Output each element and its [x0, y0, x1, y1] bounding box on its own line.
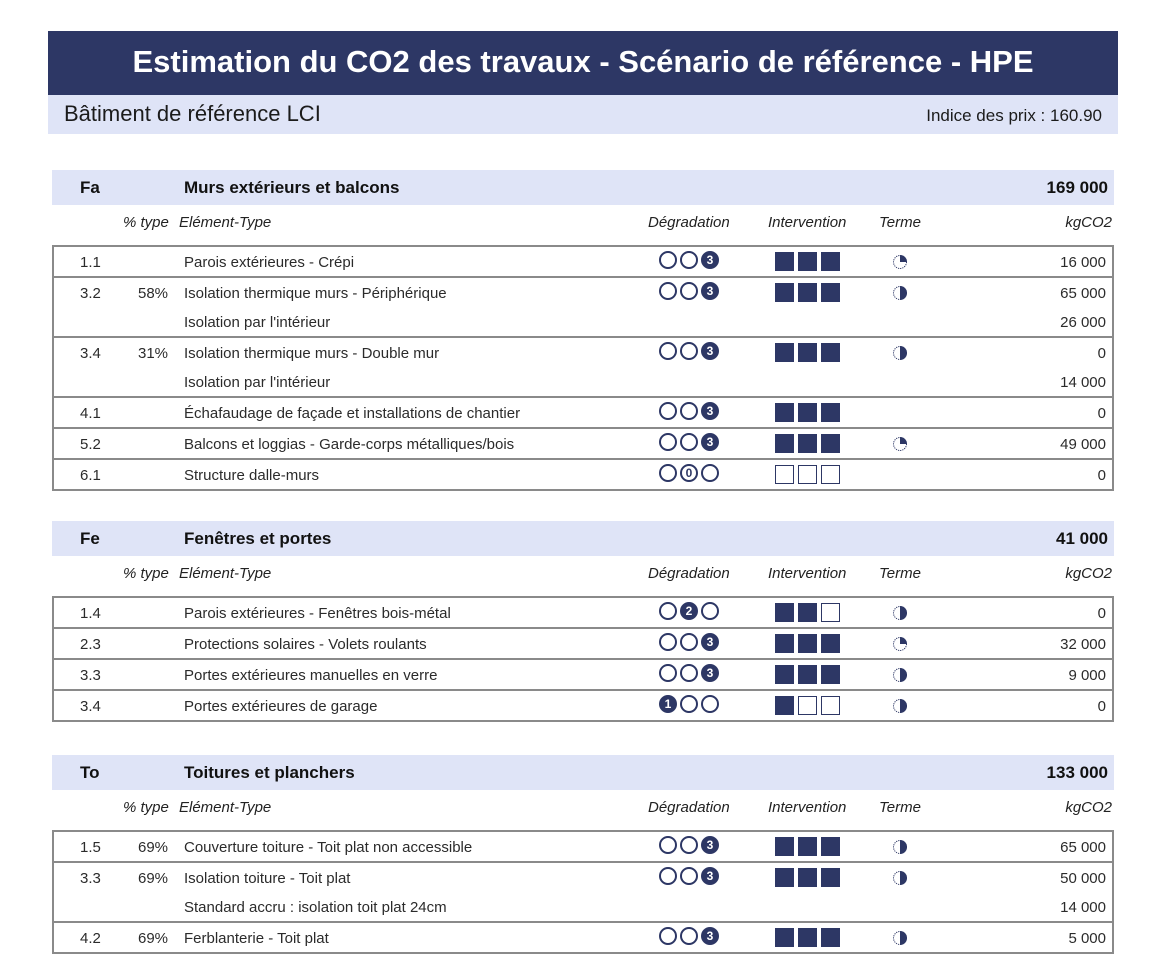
row-main-line: [54, 429, 1112, 458]
degradation-indicator: [659, 282, 722, 303]
section-code: Fe: [80, 529, 100, 548]
degradation-circle: [680, 867, 698, 885]
co2-value: 9 000: [1068, 667, 1106, 684]
term-indicator: [892, 698, 908, 714]
col-intervention: Intervention: [768, 565, 847, 582]
degradation-indicator: [659, 602, 722, 623]
co2-value: 0: [1097, 345, 1106, 362]
degradation-indicator: [659, 695, 722, 716]
degradation-circle: [659, 342, 677, 360]
intervention-square: [798, 283, 817, 302]
co2-value: 0: [1097, 405, 1106, 422]
row-number: 5.2: [80, 436, 101, 453]
element-label: Isolation par l'intérieur: [184, 374, 331, 391]
degradation-circle: [680, 633, 698, 651]
co2-value: 50 000: [1060, 870, 1106, 887]
degradation-indicator: [659, 927, 722, 948]
intervention-square: [821, 434, 840, 453]
degradation-circle: [680, 927, 698, 945]
degradation-indicator: [659, 867, 722, 888]
intervention-square: [821, 634, 840, 653]
degradation-indicator: [659, 342, 722, 363]
element-label: Couverture toiture - Toit plat non accessible: [184, 839, 473, 856]
term-pie-slice: [900, 931, 907, 945]
term-pie-icon: [892, 667, 908, 683]
intervention-square: [798, 868, 817, 887]
element-label: Ferblanterie - Toit plat: [184, 930, 329, 947]
degradation-circle: 2: [680, 602, 698, 620]
degradation-circle: [659, 251, 677, 269]
row-sub-line: [54, 367, 1112, 396]
intervention-square: [798, 343, 817, 362]
col-unit: kgCO2: [1065, 799, 1112, 816]
degradation-circle: [659, 282, 677, 300]
degradation-circle: [659, 927, 677, 945]
section-total: 41 000: [1056, 529, 1108, 548]
table-row: [54, 627, 1112, 658]
col-element: Elément-Type: [179, 214, 272, 231]
row-percent: 69%: [138, 839, 169, 856]
intervention-square: [798, 434, 817, 453]
term-pie-icon: [892, 254, 908, 270]
col-terme: Terme: [879, 214, 921, 231]
degradation-indicator: [659, 664, 722, 685]
intervention-square: [798, 634, 817, 653]
element-label: Parois extérieures - Fenêtres bois-métal: [184, 605, 451, 622]
intervention-indicator: [775, 837, 844, 856]
row-sub-line: [54, 307, 1112, 336]
degradation-circle: [659, 464, 677, 482]
intervention-square: [821, 868, 840, 887]
term-indicator: [892, 285, 908, 301]
term-pie-slice: [900, 668, 907, 682]
degradation-circle: [659, 836, 677, 854]
section-name: Toitures et planchers: [184, 763, 355, 782]
co2-value: 14 000: [1060, 899, 1106, 916]
element-label: Balcons et loggias - Garde-corps métalliques/bois: [184, 436, 515, 453]
co2-value: 0: [1097, 698, 1106, 715]
intervention-indicator: [775, 603, 844, 622]
page-title: Estimation du CO2 des travaux - Scénario de référence - HPE: [48, 31, 1118, 95]
intervention-square: [821, 696, 840, 715]
intervention-square: [798, 837, 817, 856]
row-main-line: [54, 863, 1112, 892]
degradation-circle: 3: [701, 433, 719, 451]
co2-value: 0: [1097, 605, 1106, 622]
degradation-circle: 3: [701, 342, 719, 360]
degradation-circle: [680, 251, 698, 269]
col-element: Elément-Type: [179, 565, 272, 582]
intervention-square: [775, 665, 794, 684]
intervention-square: [798, 252, 817, 271]
term-indicator: [892, 839, 908, 855]
col-pct: % type: [123, 799, 169, 816]
intervention-square: [798, 665, 817, 684]
element-label: Isolation toiture - Toit plat: [184, 870, 351, 887]
degradation-circle: [659, 602, 677, 620]
intervention-square: [775, 837, 794, 856]
table-row: [54, 598, 1112, 627]
element-label: Isolation thermique murs - Périphérique: [184, 285, 447, 302]
table-row: [54, 458, 1112, 489]
degradation-circle: [680, 402, 698, 420]
degradation-indicator: [659, 464, 722, 485]
intervention-square: [775, 634, 794, 653]
intervention-indicator: [775, 696, 844, 715]
section-windows-doors: [52, 521, 1114, 722]
intervention-square: [775, 252, 794, 271]
row-main-line: [54, 338, 1112, 367]
row-percent: 69%: [138, 870, 169, 887]
row-sub-line: [54, 892, 1112, 921]
row-main-line: [54, 660, 1112, 689]
row-number: 1.4: [80, 605, 101, 622]
co2-value: 26 000: [1060, 314, 1106, 331]
degradation-circle: [659, 402, 677, 420]
table-row: [54, 247, 1112, 276]
element-label: Structure dalle-murs: [184, 467, 320, 484]
term-pie-icon: [892, 345, 908, 361]
table-row: [54, 861, 1112, 921]
building-name: Bâtiment de référence LCI: [64, 101, 321, 126]
column-headers: [52, 556, 1114, 596]
row-number: 3.3: [80, 870, 101, 887]
row-number: 3.4: [80, 698, 101, 715]
intervention-square: [798, 928, 817, 947]
degradation-circle: 3: [701, 633, 719, 651]
row-main-line: [54, 832, 1112, 861]
intervention-square: [775, 603, 794, 622]
degradation-circle: [680, 664, 698, 682]
degradation-circle: [701, 464, 719, 482]
degradation-circle: [659, 633, 677, 651]
degradation-circle: [701, 602, 719, 620]
row-number: 3.3: [80, 667, 101, 684]
section-roofs-floors: [52, 755, 1114, 954]
co2-value: 32 000: [1060, 636, 1106, 653]
row-main-line: [54, 629, 1112, 658]
intervention-square: [821, 665, 840, 684]
table-row: [54, 396, 1112, 427]
table-row: [54, 689, 1112, 720]
co2-value: 49 000: [1060, 436, 1106, 453]
intervention-indicator: [775, 634, 844, 653]
term-pie-slice: [900, 637, 907, 644]
intervention-square: [775, 868, 794, 887]
term-pie-slice: [900, 699, 907, 713]
intervention-square: [821, 252, 840, 271]
column-headers: [52, 790, 1114, 830]
intervention-indicator: [775, 252, 844, 271]
table-row: [54, 658, 1112, 689]
intervention-indicator: [775, 665, 844, 684]
co2-value: 65 000: [1060, 285, 1106, 302]
intervention-square: [775, 465, 794, 484]
co2-value: 65 000: [1060, 839, 1106, 856]
co2-value: 16 000: [1060, 254, 1106, 271]
intervention-square: [798, 696, 817, 715]
col-element: Elément-Type: [179, 799, 272, 816]
row-main-line: [54, 923, 1112, 952]
intervention-square: [798, 403, 817, 422]
column-headers: [52, 205, 1114, 245]
intervention-square: [821, 403, 840, 422]
section-table: [52, 245, 1114, 491]
degradation-circle: 1: [659, 695, 677, 713]
term-pie-icon: [892, 285, 908, 301]
co2-value: 5 000: [1068, 930, 1106, 947]
row-number: 4.2: [80, 930, 101, 947]
intervention-square: [775, 343, 794, 362]
section-table: [52, 830, 1114, 954]
term-indicator: [892, 930, 908, 946]
section-name: Fenêtres et portes: [184, 529, 332, 548]
section-code: To: [80, 763, 100, 782]
degradation-circle: [680, 282, 698, 300]
intervention-square: [821, 603, 840, 622]
element-label: Parois extérieures - Crépi: [184, 254, 355, 271]
element-label: Protections solaires - Volets roulants: [184, 636, 427, 653]
intervention-square: [821, 283, 840, 302]
col-pct: % type: [123, 214, 169, 231]
term-pie-slice: [900, 437, 907, 444]
intervention-square: [798, 465, 817, 484]
intervention-square: [775, 928, 794, 947]
row-number: 4.1: [80, 405, 101, 422]
degradation-circle: 3: [701, 927, 719, 945]
row-percent: 58%: [138, 285, 169, 302]
section-name: Murs extérieurs et balcons: [184, 178, 400, 197]
degradation-indicator: [659, 402, 722, 423]
term-indicator: [892, 870, 908, 886]
intervention-square: [775, 696, 794, 715]
term-pie-icon: [892, 605, 908, 621]
table-row: [54, 921, 1112, 952]
subheader: [48, 95, 1118, 134]
degradation-circle: [701, 695, 719, 713]
degradation-circle: [680, 836, 698, 854]
section-table: [52, 596, 1114, 722]
intervention-indicator: [775, 868, 844, 887]
row-percent: 69%: [138, 930, 169, 947]
term-pie-slice: [900, 871, 907, 885]
element-label: Portes extérieures de garage: [184, 698, 378, 715]
degradation-indicator: [659, 633, 722, 654]
degradation-indicator: [659, 433, 722, 454]
element-label: Portes extérieures manuelles en verre: [184, 667, 438, 684]
row-number: 1.5: [80, 839, 101, 856]
row-main-line: [54, 460, 1112, 489]
row-number: 2.3: [80, 636, 101, 653]
term-indicator: [892, 254, 908, 270]
price-index: Indice des prix : 160.90: [926, 106, 1102, 125]
col-terme: Terme: [879, 799, 921, 816]
term-pie-slice: [900, 346, 907, 360]
row-number: 6.1: [80, 467, 101, 484]
term-indicator: [892, 436, 908, 452]
degradation-circle: 3: [701, 251, 719, 269]
term-pie-slice: [900, 606, 907, 620]
section-total: 133 000: [1046, 763, 1108, 782]
col-intervention: Intervention: [768, 799, 847, 816]
degradation-circle: 3: [701, 867, 719, 885]
intervention-indicator: [775, 465, 844, 484]
intervention-indicator: [775, 343, 844, 362]
section-total: 169 000: [1046, 178, 1108, 197]
degradation-circle: [659, 867, 677, 885]
intervention-square: [775, 434, 794, 453]
table-row: [54, 427, 1112, 458]
term-pie-slice: [900, 286, 907, 300]
intervention-square: [821, 465, 840, 484]
term-pie-icon: [892, 636, 908, 652]
degradation-circle: 3: [701, 282, 719, 300]
intervention-indicator: [775, 434, 844, 453]
term-pie-slice: [900, 840, 907, 854]
col-intervention: Intervention: [768, 214, 847, 231]
term-indicator: [892, 345, 908, 361]
intervention-square: [821, 928, 840, 947]
intervention-square: [775, 403, 794, 422]
row-main-line: [54, 247, 1112, 276]
degradation-circle: 3: [701, 664, 719, 682]
table-row: [54, 336, 1112, 396]
col-terme: Terme: [879, 565, 921, 582]
degradation-indicator: [659, 251, 722, 272]
degradation-circle: 3: [701, 836, 719, 854]
col-pct: % type: [123, 565, 169, 582]
row-percent: 31%: [138, 345, 169, 362]
term-pie-icon: [892, 839, 908, 855]
term-pie-icon: [892, 870, 908, 886]
section-header: [52, 755, 1114, 790]
intervention-square: [775, 283, 794, 302]
col-degradation: Dégradation: [648, 214, 730, 231]
degradation-circle: [680, 695, 698, 713]
table-row: [54, 832, 1112, 861]
element-label: Échafaudage de façade et installations de chantier: [184, 405, 521, 422]
term-pie-icon: [892, 698, 908, 714]
co2-value: 14 000: [1060, 374, 1106, 391]
term-indicator: [892, 667, 908, 683]
section-code: Fa: [80, 178, 100, 197]
row-main-line: [54, 691, 1112, 720]
col-unit: kgCO2: [1065, 214, 1112, 231]
intervention-square: [798, 603, 817, 622]
degradation-circle: 0: [680, 464, 698, 482]
section-header: [52, 170, 1114, 205]
element-label: Isolation par l'intérieur: [184, 314, 331, 331]
degradation-indicator: [659, 836, 722, 857]
col-degradation: Dégradation: [648, 565, 730, 582]
element-label: Standard accru : isolation toit plat 24cm: [184, 899, 447, 916]
degradation-circle: [659, 664, 677, 682]
intervention-square: [821, 837, 840, 856]
row-number: 3.4: [80, 345, 101, 362]
section-header: [52, 521, 1114, 556]
degradation-circle: [680, 342, 698, 360]
term-pie-icon: [892, 436, 908, 452]
intervention-indicator: [775, 403, 844, 422]
degradation-circle: 3: [701, 402, 719, 420]
degradation-circle: [680, 433, 698, 451]
co2-value: 0: [1097, 467, 1106, 484]
row-number: 1.1: [80, 254, 101, 271]
term-indicator: [892, 605, 908, 621]
col-unit: kgCO2: [1065, 565, 1112, 582]
degradation-circle: [659, 433, 677, 451]
table-row: [54, 276, 1112, 336]
row-main-line: [54, 398, 1112, 427]
term-pie-icon: [892, 930, 908, 946]
row-main-line: [54, 278, 1112, 307]
intervention-indicator: [775, 283, 844, 302]
row-number: 3.2: [80, 285, 101, 302]
term-pie-slice: [900, 255, 907, 262]
section-facades: [52, 170, 1114, 491]
row-main-line: [54, 598, 1112, 627]
element-label: Isolation thermique murs - Double mur: [184, 345, 440, 362]
intervention-square: [821, 343, 840, 362]
term-indicator: [892, 636, 908, 652]
intervention-indicator: [775, 928, 844, 947]
col-degradation: Dégradation: [648, 799, 730, 816]
